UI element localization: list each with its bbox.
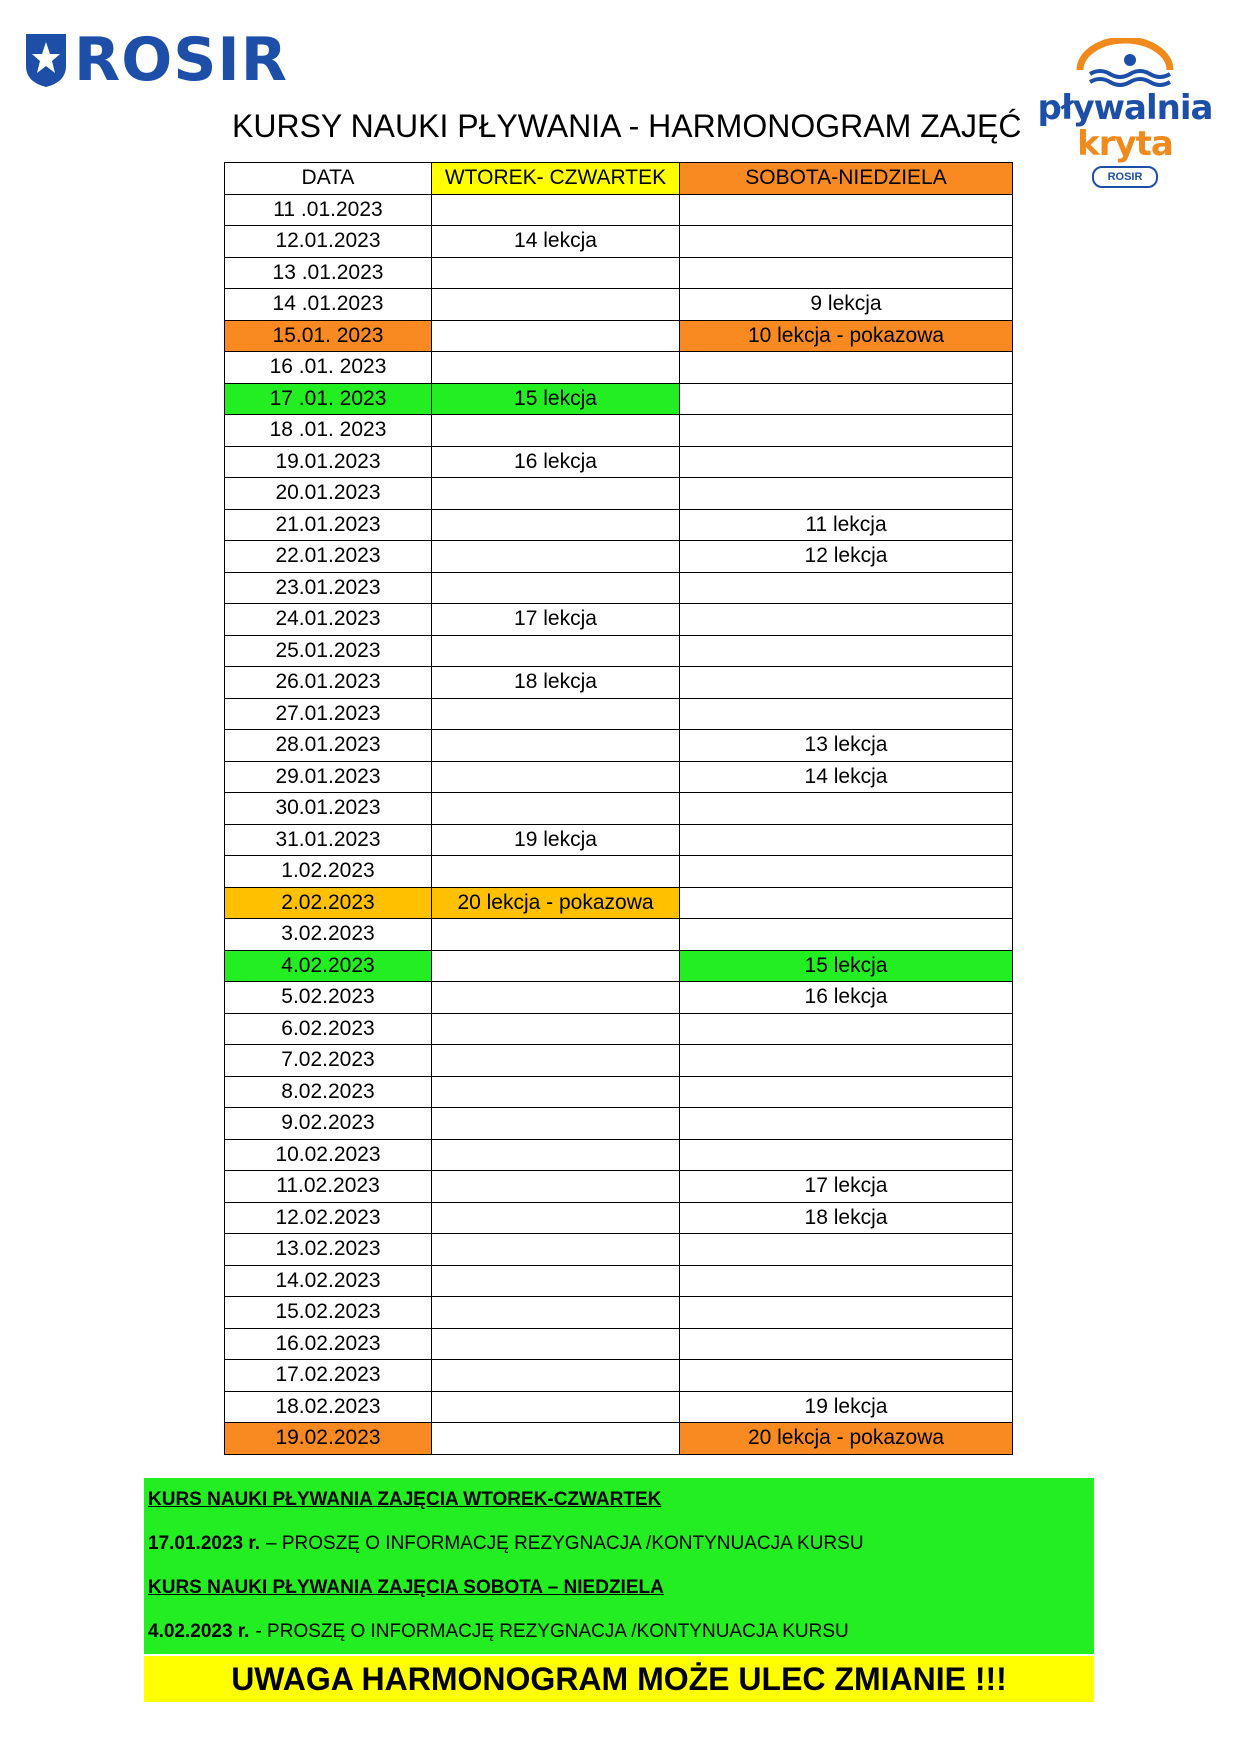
sat-sun-cell: [680, 1360, 1013, 1392]
tue-thu-cell: [432, 982, 680, 1014]
table-row: [225, 572, 1013, 604]
date-cell: 15.02.2023: [225, 1297, 432, 1329]
table-row: [225, 1391, 1013, 1423]
tue-thu-cell: [432, 919, 680, 951]
date-cell: 6.02.2023: [225, 1013, 432, 1045]
sat-sun-cell: [680, 446, 1013, 478]
note-tue-thu-text: – PROSZĘ O INFORMACJĘ REZYGNACJA /KONTYNUACJA KURSU: [266, 1533, 864, 1554]
sat-sun-cell: 14 lekcja: [680, 761, 1013, 793]
sat-sun-cell: [680, 667, 1013, 699]
date-cell: 29.01.2023: [225, 761, 432, 793]
date-cell: 19.02.2023: [225, 1423, 432, 1455]
tue-thu-cell: 20 lekcja - pokazowa: [432, 887, 680, 919]
sat-sun-cell: [680, 1108, 1013, 1140]
date-cell: 5.02.2023: [225, 982, 432, 1014]
tue-thu-cell: [432, 1076, 680, 1108]
tue-thu-cell: [432, 257, 680, 289]
table-row: [225, 1076, 1013, 1108]
sat-sun-cell: 15 lekcja: [680, 950, 1013, 982]
tue-thu-cell: [432, 320, 680, 352]
sat-sun-cell: [680, 698, 1013, 730]
header-date: DATA: [225, 163, 432, 195]
table-row: [225, 289, 1013, 321]
date-cell: 28.01.2023: [225, 730, 432, 762]
sat-sun-cell: 12 lekcja: [680, 541, 1013, 573]
swimmer-waves-icon: [1070, 38, 1180, 88]
date-cell: 17 .01. 2023: [225, 383, 432, 415]
sat-sun-cell: [680, 793, 1013, 825]
sat-sun-cell: [680, 478, 1013, 510]
sat-sun-cell: [680, 572, 1013, 604]
date-cell: 12.01.2023: [225, 226, 432, 258]
tue-thu-cell: 16 lekcja: [432, 446, 680, 478]
tue-thu-cell: [432, 1423, 680, 1455]
table-row: [225, 541, 1013, 573]
table-row: [225, 698, 1013, 730]
date-cell: 16.02.2023: [225, 1328, 432, 1360]
tue-thu-cell: [432, 1328, 680, 1360]
date-cell: 24.01.2023: [225, 604, 432, 636]
table-row: [225, 1265, 1013, 1297]
table-row: [225, 950, 1013, 982]
sat-sun-cell: 16 lekcja: [680, 982, 1013, 1014]
table-row: [225, 1108, 1013, 1140]
date-cell: 25.01.2023: [225, 635, 432, 667]
date-cell: 11.02.2023: [225, 1171, 432, 1203]
sat-sun-cell: [680, 1234, 1013, 1266]
date-cell: 21.01.2023: [225, 509, 432, 541]
date-cell: 23.01.2023: [225, 572, 432, 604]
date-cell: 17.02.2023: [225, 1360, 432, 1392]
date-cell: 13 .01.2023: [225, 257, 432, 289]
pool-logo-line2: kryta: [1077, 124, 1173, 164]
sat-sun-cell: [680, 383, 1013, 415]
table-row: [225, 667, 1013, 699]
date-cell: 10.02.2023: [225, 1139, 432, 1171]
rosir-logo: [24, 24, 324, 96]
sat-sun-cell: 9 lekcja: [680, 289, 1013, 321]
note-sat-sun-heading: KURS NAUKI PŁYWANIA ZAJĘCIA SOBOTA – NIEDZIELA: [148, 1577, 664, 1598]
tue-thu-cell: 14 lekcja: [432, 226, 680, 258]
sat-sun-cell: 20 lekcja - pokazowa: [680, 1423, 1013, 1455]
tue-thu-cell: [432, 1234, 680, 1266]
sat-sun-cell: [680, 1045, 1013, 1077]
tue-thu-cell: 17 lekcja: [432, 604, 680, 636]
note-sat-sun-text: - PROSZĘ O INFORMACJĘ REZYGNACJA /KONTYNUACJA KURSU: [255, 1621, 849, 1642]
page-title: KURSY NAUKI PŁYWANIA - HARMONOGRAM ZAJĘĆ: [232, 108, 1022, 144]
tue-thu-cell: [432, 1202, 680, 1234]
header-row: [225, 163, 1013, 195]
date-cell: 11 .01.2023: [225, 194, 432, 226]
table-row: [225, 919, 1013, 951]
table-row: [225, 352, 1013, 384]
table-row: [225, 226, 1013, 258]
tue-thu-cell: [432, 1391, 680, 1423]
tue-thu-cell: [432, 572, 680, 604]
header-sat-sun: SOBOTA-NIEDZIELA: [680, 163, 1013, 195]
table-row: [225, 320, 1013, 352]
table-row: [225, 1171, 1013, 1203]
tue-thu-cell: 19 lekcja: [432, 824, 680, 856]
sat-sun-cell: [680, 415, 1013, 447]
table-row: [225, 446, 1013, 478]
tue-thu-cell: [432, 1360, 680, 1392]
date-cell: 3.02.2023: [225, 919, 432, 951]
table-row: [225, 1045, 1013, 1077]
table-row: [225, 635, 1013, 667]
sat-sun-cell: 18 lekcja: [680, 1202, 1013, 1234]
warning-banner: UWAGA HARMONOGRAM MOŻE ULEC ZMIANIE !!!: [144, 1656, 1094, 1702]
sat-sun-cell: [680, 856, 1013, 888]
pool-logo: [1030, 38, 1220, 188]
table-row: [225, 982, 1013, 1014]
tue-thu-cell: [432, 761, 680, 793]
date-cell: 14 .01.2023: [225, 289, 432, 321]
table-row: [225, 478, 1013, 510]
tue-thu-cell: [432, 415, 680, 447]
tue-thu-cell: [432, 1265, 680, 1297]
table-row: [225, 824, 1013, 856]
table-row: [225, 1297, 1013, 1329]
tue-thu-cell: [432, 289, 680, 321]
sat-sun-cell: [680, 635, 1013, 667]
tue-thu-cell: [432, 1013, 680, 1045]
sat-sun-cell: [680, 352, 1013, 384]
table-row: [225, 793, 1013, 825]
schedule-table: [224, 162, 1013, 1455]
date-cell: 22.01.2023: [225, 541, 432, 573]
sat-sun-cell: [680, 1328, 1013, 1360]
tue-thu-cell: [432, 194, 680, 226]
tue-thu-cell: 15 lekcja: [432, 383, 680, 415]
table-row: [225, 1013, 1013, 1045]
date-cell: 14.02.2023: [225, 1265, 432, 1297]
sat-sun-cell: 17 lekcja: [680, 1171, 1013, 1203]
date-cell: 16 .01. 2023: [225, 352, 432, 384]
tue-thu-cell: [432, 1108, 680, 1140]
tue-thu-cell: [432, 352, 680, 384]
date-cell: 18.02.2023: [225, 1391, 432, 1423]
tue-thu-cell: [432, 509, 680, 541]
note-sat-sun-date: 4.02.2023 r.: [148, 1621, 250, 1642]
table-row: [225, 194, 1013, 226]
sat-sun-cell: 11 lekcja: [680, 509, 1013, 541]
sat-sun-cell: [680, 1297, 1013, 1329]
sat-sun-cell: [680, 1139, 1013, 1171]
date-cell: 13.02.2023: [225, 1234, 432, 1266]
tue-thu-cell: [432, 730, 680, 762]
sat-sun-cell: [680, 226, 1013, 258]
table-row: [225, 1423, 1013, 1455]
sat-sun-cell: 19 lekcja: [680, 1391, 1013, 1423]
table-row: [225, 1360, 1013, 1392]
sat-sun-cell: [680, 1265, 1013, 1297]
table-row: [225, 730, 1013, 762]
table-row: [225, 509, 1013, 541]
tue-thu-cell: [432, 856, 680, 888]
table-row: [225, 604, 1013, 636]
sat-sun-cell: [680, 887, 1013, 919]
tue-thu-cell: [432, 950, 680, 982]
table-row: [225, 1234, 1013, 1266]
pool-logo-badge: ROSIR: [1092, 166, 1158, 188]
rosir-logo-text: ROSIR: [74, 25, 288, 95]
table-row: [225, 1139, 1013, 1171]
date-cell: 12.02.2023: [225, 1202, 432, 1234]
date-cell: 20.01.2023: [225, 478, 432, 510]
header-tue-thu: WTOREK- CZWARTEK: [432, 163, 680, 195]
date-cell: 30.01.2023: [225, 793, 432, 825]
tue-thu-cell: [432, 1045, 680, 1077]
pool-logo-line1: pływalnia: [1037, 88, 1213, 128]
rosir-shield-icon: [24, 32, 68, 88]
date-cell: 1.02.2023: [225, 856, 432, 888]
sat-sun-cell: [680, 604, 1013, 636]
table-row: [225, 887, 1013, 919]
tue-thu-cell: [432, 1139, 680, 1171]
tue-thu-cell: [432, 1171, 680, 1203]
table-row: [225, 1202, 1013, 1234]
date-cell: 18 .01. 2023: [225, 415, 432, 447]
tue-thu-cell: [432, 478, 680, 510]
sat-sun-cell: [680, 919, 1013, 951]
date-cell: 31.01.2023: [225, 824, 432, 856]
date-cell: 8.02.2023: [225, 1076, 432, 1108]
table-row: [225, 856, 1013, 888]
sat-sun-cell: [680, 194, 1013, 226]
date-cell: 7.02.2023: [225, 1045, 432, 1077]
date-cell: 4.02.2023: [225, 950, 432, 982]
note-tue-thu-heading: KURS NAUKI PŁYWANIA ZAJĘCIA WTOREK-CZWARTEK: [148, 1489, 662, 1510]
sat-sun-cell: [680, 1076, 1013, 1108]
sat-sun-cell: 13 lekcja: [680, 730, 1013, 762]
date-cell: 26.01.2023: [225, 667, 432, 699]
tue-thu-cell: [432, 635, 680, 667]
sat-sun-cell: [680, 257, 1013, 289]
date-cell: 15.01. 2023: [225, 320, 432, 352]
table-row: [225, 383, 1013, 415]
table-row: [225, 761, 1013, 793]
sat-sun-cell: [680, 824, 1013, 856]
table-row: [225, 1328, 1013, 1360]
date-cell: 27.01.2023: [225, 698, 432, 730]
date-cell: 19.01.2023: [225, 446, 432, 478]
tue-thu-cell: [432, 1297, 680, 1329]
tue-thu-cell: [432, 698, 680, 730]
tue-thu-cell: 18 lekcja: [432, 667, 680, 699]
sat-sun-cell: [680, 1013, 1013, 1045]
info-box: [144, 1478, 1094, 1654]
tue-thu-cell: [432, 793, 680, 825]
date-cell: 9.02.2023: [225, 1108, 432, 1140]
tue-thu-cell: [432, 541, 680, 573]
sat-sun-cell: 10 lekcja - pokazowa: [680, 320, 1013, 352]
date-cell: 2.02.2023: [225, 887, 432, 919]
table-row: [225, 257, 1013, 289]
note-tue-thu-date: 17.01.2023 r.: [148, 1533, 260, 1554]
table-row: [225, 415, 1013, 447]
